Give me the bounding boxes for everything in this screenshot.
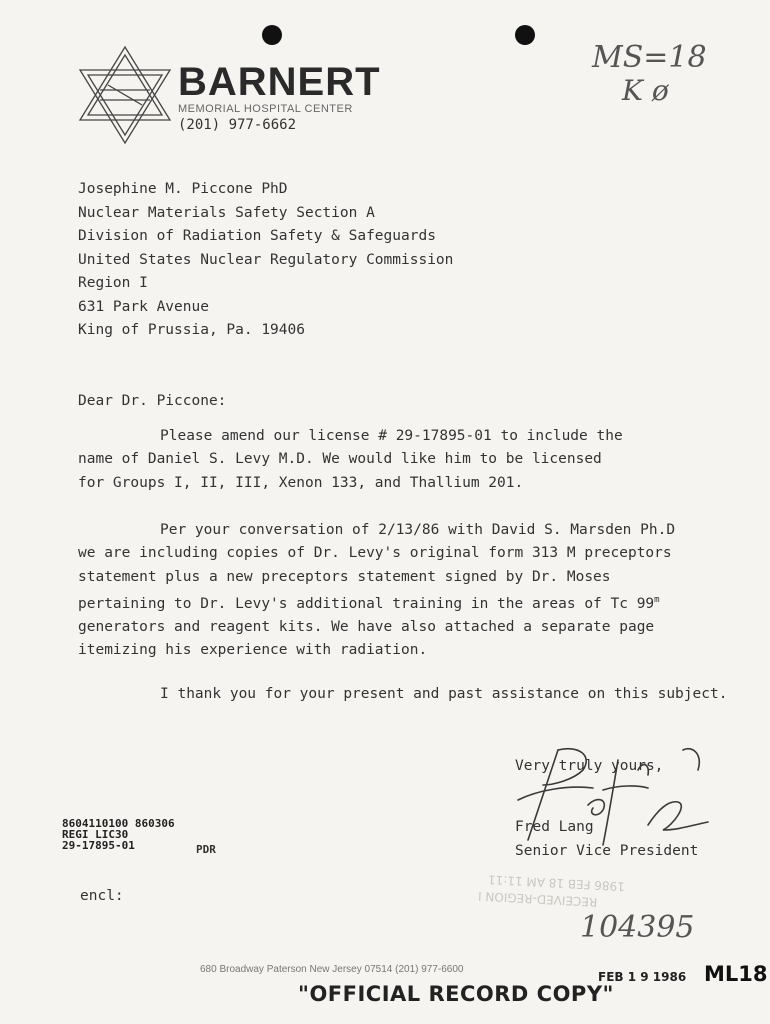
paragraph-1 <box>78 425 623 495</box>
received-stamp-line-1: RECEIVED-REGION I <box>477 888 598 910</box>
handwritten-note-top: MS=18 <box>592 40 707 75</box>
paragraph-text: pertaining to Dr. Levy's additional training in the areas of Tc 99 <box>78 595 655 612</box>
date-stamp: FEB 1 9 1986 <box>598 970 687 984</box>
footer-address: 680 Broadway Paterson New Jersey 07514 (201) 977-6600 <box>200 964 464 975</box>
stamp-line: REGI LIC30 <box>62 828 129 841</box>
letterhead-name: BARNERT <box>178 60 381 104</box>
handwritten-number: 104395 <box>580 910 695 945</box>
paragraph-line: statement plus a new preceptors statement signed by Dr. Moses <box>78 568 611 585</box>
recipient-address <box>78 178 453 343</box>
stamp-line: 29-17895-01 <box>62 839 135 852</box>
signer-name: Fred Lang <box>515 819 594 835</box>
punch-hole-left <box>262 25 282 45</box>
ml-code: ML18 <box>704 962 768 986</box>
enclosure-label: encl: <box>80 888 124 904</box>
paragraph-line: itemizing his experience with radiation. <box>78 642 428 659</box>
paragraph-line: for Groups I, II, III, Xenon 133, and Thallium 201. <box>78 474 524 491</box>
recipient-line: 631 Park Avenue <box>78 298 209 315</box>
letterhead-phone: (201) 977-6662 <box>178 117 297 133</box>
paragraph-line <box>78 589 675 616</box>
stamp-line: 8604110100 860306 <box>62 817 175 830</box>
document-id-stamp <box>62 818 175 851</box>
recipient-line: Region I <box>78 275 148 291</box>
paragraph-line: name of Daniel S. Levy M.D. We would like him to be licensed <box>78 451 602 468</box>
recipient-line: United States Nuclear Regulatory Commission <box>78 251 454 268</box>
letterhead-subtitle: MEMORIAL HOSPITAL CENTER <box>178 103 353 115</box>
paragraph-line: we are including copies of Dr. Levy's original form 313 M preceptors <box>78 545 672 562</box>
paragraph-line: Per your conversation of 2/13/86 with David S. Marsden Ph.D <box>160 522 676 538</box>
handwritten-note-second: K ø <box>622 74 669 107</box>
salutation: Dear Dr. Piccone: <box>78 393 227 409</box>
paragraph-3: I thank you for your present and past assistance on this subject. <box>160 686 728 702</box>
superscript: m <box>654 594 660 605</box>
punch-hole-right <box>515 25 535 45</box>
valediction: Very truly yours, <box>515 758 664 774</box>
recipient-line: King of Prussia, Pa. 19406 <box>78 322 305 338</box>
recipient-line: Josephine M. Piccone PhD <box>78 181 288 197</box>
paragraph-line: generators and reagent kits. We have also attached a separate page <box>78 619 655 636</box>
handwritten-signature <box>498 730 718 864</box>
recipient-line: Division of Radiation Safety & Safeguards <box>78 228 436 244</box>
received-stamp-line-2: 1986 FEB 18 AM 11:11 <box>487 872 626 894</box>
recipient-line: Nuclear Materials Safety Section A <box>78 204 375 221</box>
stamp-code: PDR <box>196 843 216 856</box>
star-of-david-logo <box>70 45 180 149</box>
paragraph-line: Please amend our license # 29-17895-01 to include the <box>160 428 623 444</box>
signer-title: Senior Vice President <box>515 843 699 859</box>
paragraph-2 <box>78 519 675 663</box>
official-record-copy: "OFFICIAL RECORD COPY" <box>298 982 614 1006</box>
